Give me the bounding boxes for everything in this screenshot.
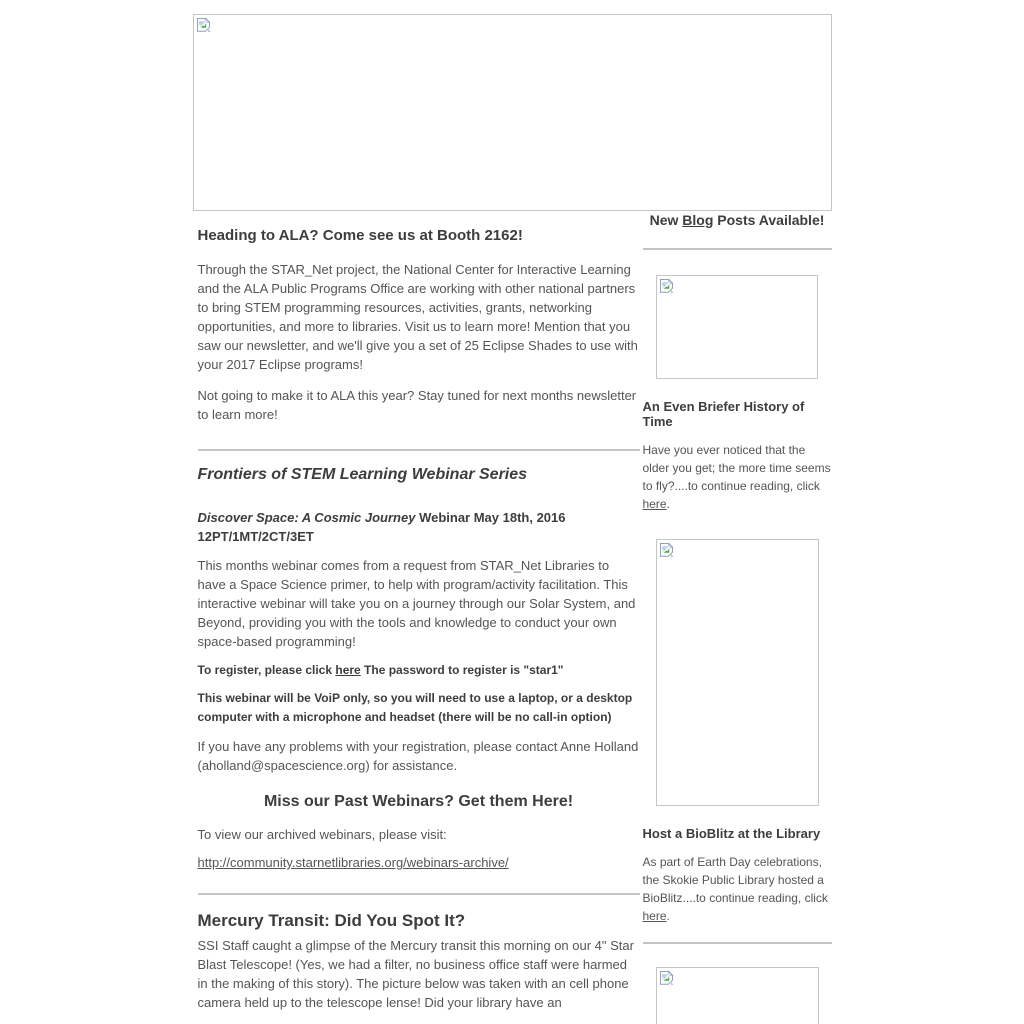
blog-post-2-image-placeholder	[656, 539, 819, 806]
blog-link[interactable]: Blog	[682, 212, 714, 228]
blog-post-1-image-placeholder	[656, 275, 818, 379]
broken-image-icon	[659, 542, 675, 558]
section-divider	[198, 893, 640, 895]
archive-link-line	[198, 853, 640, 872]
blog-post-3-image-placeholder	[656, 967, 819, 1024]
blog-heading-post: Posts Available!	[713, 212, 825, 228]
blog-post-2-title: Host a BioBlitz at the Library	[642, 826, 821, 841]
blog-post-1-text-end: .	[666, 497, 670, 511]
webinar-title	[198, 508, 640, 546]
past-webinars-heading: Miss our Past Webinars? Get them Here!	[263, 793, 574, 810]
main-column	[198, 211, 640, 1024]
register-note	[198, 661, 640, 680]
broken-image-icon	[196, 17, 212, 33]
blog-post-1-title: An Even Briefer History of Time	[642, 399, 805, 429]
archive-intro: To view our archived webinars, please visit:	[197, 827, 447, 842]
voip-note: This webinar will be VoiP only, so you will need to use a laptop, or a desktop computer with a microphone and headset (there will be no call-in option)	[197, 691, 633, 724]
blog-post-1-text: Have you ever noticed that the older you get; the more time seems to fly?....to continue reading, click	[642, 443, 831, 493]
webinar-title-datetime: Webinar May 18th, 2016 12PT/1MT/2CT/3ET	[197, 510, 566, 544]
broken-image-icon	[659, 278, 675, 294]
register-note-pre: To register, please click	[197, 663, 336, 677]
blog-post-2-excerpt	[643, 853, 832, 925]
blog-post-2-text-end: .	[666, 909, 670, 923]
blog-heading-pre: New	[649, 212, 683, 228]
webinar-title-name: Discover Space: A Cosmic Journey	[197, 510, 416, 525]
ala-paragraph-2: Not going to make it to ALA this year? Stay tuned for next months newsletter to learn more!	[197, 388, 637, 422]
webinar-description: This months webinar comes from a request from STAR_Net Libraries to have a Space Science primer, to help with program/activity facilitation. This interactive webinar will take you on a journey through our Solar System, and Beyond, providing you with the tools and knowledge to conduct your own space-based programming!	[197, 558, 636, 649]
blog-posts-heading	[643, 212, 832, 228]
banner-image-placeholder	[193, 14, 832, 211]
broken-image-icon	[659, 970, 675, 986]
sidebar	[643, 211, 832, 1024]
mercury-heading: Mercury Transit: Did You Spot It?	[197, 911, 466, 930]
blog-post-1-read-more-link[interactable]: here	[642, 497, 667, 511]
blog-post-2-read-more-link[interactable]: here	[642, 909, 667, 923]
webinars-archive-link[interactable]: http://community.starnetlibraries.org/webinars-archive/	[197, 855, 509, 870]
sidebar-divider	[643, 248, 832, 250]
ala-paragraph-1: Through the STAR_Net project, the National Center for Interactive Learning and the ALA Public Programs Office are working with other national partners to bring STEM programming resources, activities, grants, networking opportunities, and more to libraries. Visit us to learn more! Mention that you saw our newsletter, and we'll give you a set of 25 Eclipse Shades to use with your 2017 Eclipse programs!	[197, 262, 638, 372]
register-link[interactable]: here	[335, 663, 361, 677]
webinar-series-heading: Frontiers of STEM Learning Webinar Series	[197, 466, 528, 483]
blog-post-1-excerpt	[643, 441, 832, 513]
support-paragraph: If you have any problems with your registration, please contact Anne Holland (aholland@spacescience.org) for assistance.	[197, 739, 639, 773]
register-note-post: The password to register is "star1"	[360, 663, 564, 677]
section-divider	[198, 449, 640, 451]
mercury-paragraph: SSI Staff caught a glimpse of the Mercury transit this morning on our 4" Star Blast Telescope! (Yes, we had a filter, no business office staff were harmed in the making of this story). The picture below was taken with an cell phone camera held up to the telescope lense! Did your library have an	[197, 938, 634, 1010]
ala-heading: Heading to ALA? Come see us at Booth 2162!	[197, 227, 523, 244]
newsletter-email	[193, 0, 832, 1024]
blog-post-2-text: As part of Earth Day celebrations, the Skokie Public Library hosted a BioBlitz....to continue reading, click	[642, 855, 828, 905]
sidebar-divider	[643, 942, 832, 944]
